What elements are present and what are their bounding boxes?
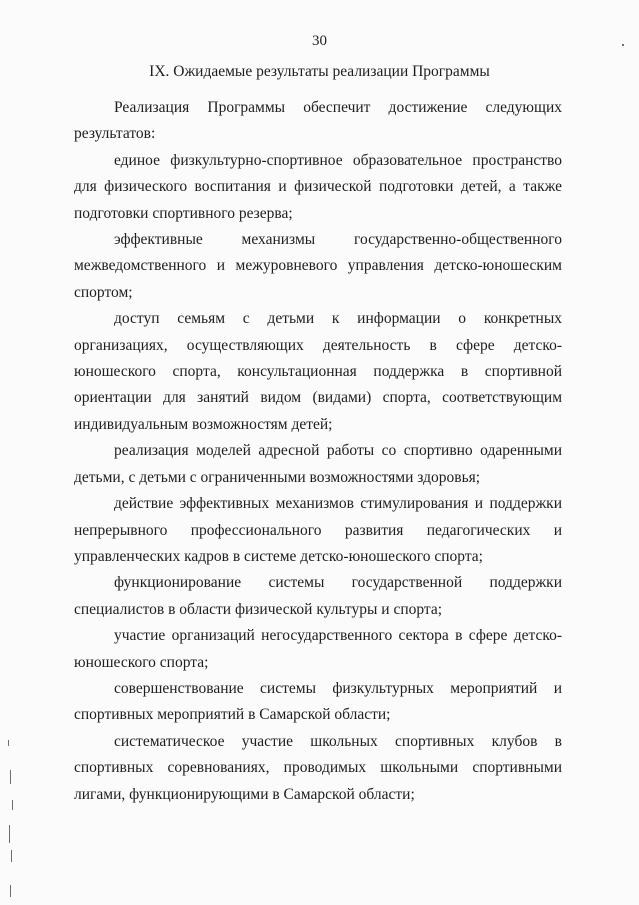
scan-artifact [8,740,9,746]
scan-artifact [622,44,624,46]
paragraph-intro: Реализация Программы обеспечит достижение следующих результатов: [74,99,562,143]
paragraph-result-8: совершенствование системы физкультурных мероприятий и спортивных мероприятий в Самарской области; [74,679,562,724]
scan-artifact [9,825,10,843]
scan-artifact [11,850,12,862]
document-body [74,95,562,808]
paragraph-result-9: систематическое участие школьных спортивных клубов в спортивных соревнованиях, проводимых школьными спортивными лигами, функционирующими в Самарской области; [74,732,562,803]
page-number: 30 [312,33,327,49]
paragraph-result-2: эффективные механизмы государственно-общественного межведомственного и межуровневого управления детско-юношеским спортом; [74,231,562,301]
scan-artifact [12,800,13,810]
paragraph-result-6: функционирование системы государственной поддержки специалистов в области физической культуры и спорта; [74,574,562,618]
scan-artifact [10,770,11,784]
paragraph-result-4: реализация моделей адресной работы со спортивно одаренными детьми, с детьми с ограниченными возможностями здоровья; [74,442,562,486]
paragraph-result-5: действие эффективных механизмов стимулирования и поддержки непрерывного профессионального развития педагогических и управленческих кадров в системе детско-юношеского спорта; [74,495,562,565]
paragraph-result-7: участие организаций негосударственного сектора в сфере детско-юношеского спорта; [74,627,562,671]
scan-artifact [10,885,11,897]
paragraph-result-3: доступ семьям с детьми к информации о конкретных организациях, осуществляющих деятельность в сфере детско-юношеского спорта, консультационная поддержка в спортивной ориентации для занятий видом (видами) спорта, соответствующим индивидуальным возможностям детей; [74,310,562,433]
paragraph-result-1: единое физкультурно-спортивное образовательное пространство для физического воспитания и физической подготовки детей, а также подготовки спортивного резерва; [74,151,562,222]
section-heading: IX. Ожидаемые результаты реализации Программы [149,63,490,80]
